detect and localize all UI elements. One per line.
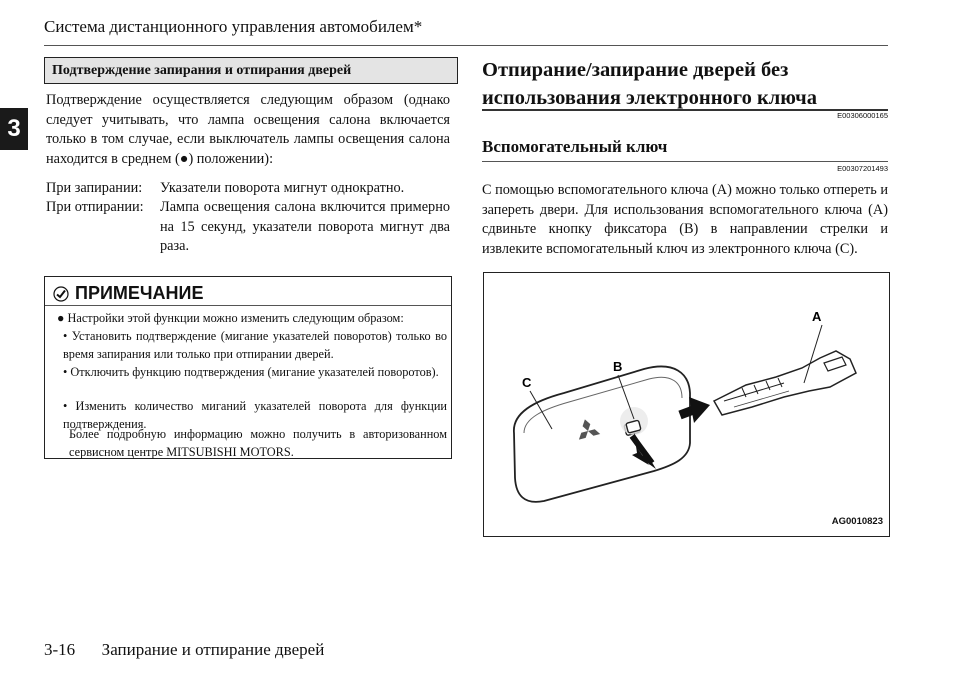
label-c: C xyxy=(522,375,532,390)
subsection-title: Вспомогательный ключ xyxy=(482,137,668,156)
note-heading xyxy=(53,283,203,304)
lock-value: Указатели поворота мигнут однократно. xyxy=(160,180,405,196)
note-footer: Более подробную информацию можно получить в авторизованном сервисном центре MITSUBISHI MOTORS. xyxy=(69,427,447,459)
unlock-label: При отпирании: xyxy=(46,199,144,215)
section-code: E00306000165 xyxy=(837,111,888,120)
unlock-value: Лампа освещения салона включится примерно на 15 секунд, указатели поворота мигнут два раза. xyxy=(160,199,450,254)
key-illustration xyxy=(484,273,889,536)
note-divider xyxy=(45,305,451,306)
emergency-key-shape xyxy=(714,351,856,415)
emergency-key-paragraph: С помощью вспомогательного ключа (A) можно только отпереть и запереть двери. Для использования вспомогательного ключа (A) сдвиньте кнопку фиксатора (B) в направлении стрелки и извлеките вспомогательный ключ из электронного ключа (C). xyxy=(482,182,888,257)
box-heading: Подтверждение запирания и отпирания дверей xyxy=(44,57,458,84)
note-item: • Установить подтверждение (мигание указателей поворотов) только во время запирания или только при отпирании дверей. xyxy=(63,329,447,361)
header-divider xyxy=(44,45,888,46)
footer-title: Запирание и отпирание дверей xyxy=(101,640,325,659)
subsection-divider xyxy=(482,161,888,162)
note-title: ПРИМЕЧАНИЕ xyxy=(75,283,204,303)
note-item: • Отключить функцию подтверждения (мигание указателей поворотов). xyxy=(63,365,439,379)
electronic-key-shape xyxy=(514,366,690,501)
subsection-code: E00307201493 xyxy=(837,164,888,173)
checkmark-icon xyxy=(53,286,69,302)
note-item: • Изменить количество миганий указателей поворота для функции подтверждения. xyxy=(63,399,447,431)
page-number: 3-16 xyxy=(44,640,76,659)
note-box xyxy=(44,276,452,459)
confirmation-paragraph: Подтверждение осуществляется следующим образом (однако следует учитывать, что лампа освещения салона включается только в том случае, если выключатель лампы освещения салона находится в среднем (●) положении): xyxy=(46,92,450,167)
key-figure xyxy=(483,272,890,537)
label-b: B xyxy=(613,359,623,374)
section-title: Отпирание/запирание дверей без использования электронного ключа xyxy=(482,59,817,109)
label-a: A xyxy=(812,309,822,324)
running-header: Система дистанционного управления автомобилем* xyxy=(44,17,423,36)
note-bullet: ● Настройки этой функции можно изменить следующим образом: xyxy=(57,311,404,325)
chapter-tab: 3 xyxy=(0,108,28,150)
figure-code: AG0010823 xyxy=(831,516,883,527)
lock-label: При запирании: xyxy=(46,180,143,196)
page-footer xyxy=(44,640,324,660)
